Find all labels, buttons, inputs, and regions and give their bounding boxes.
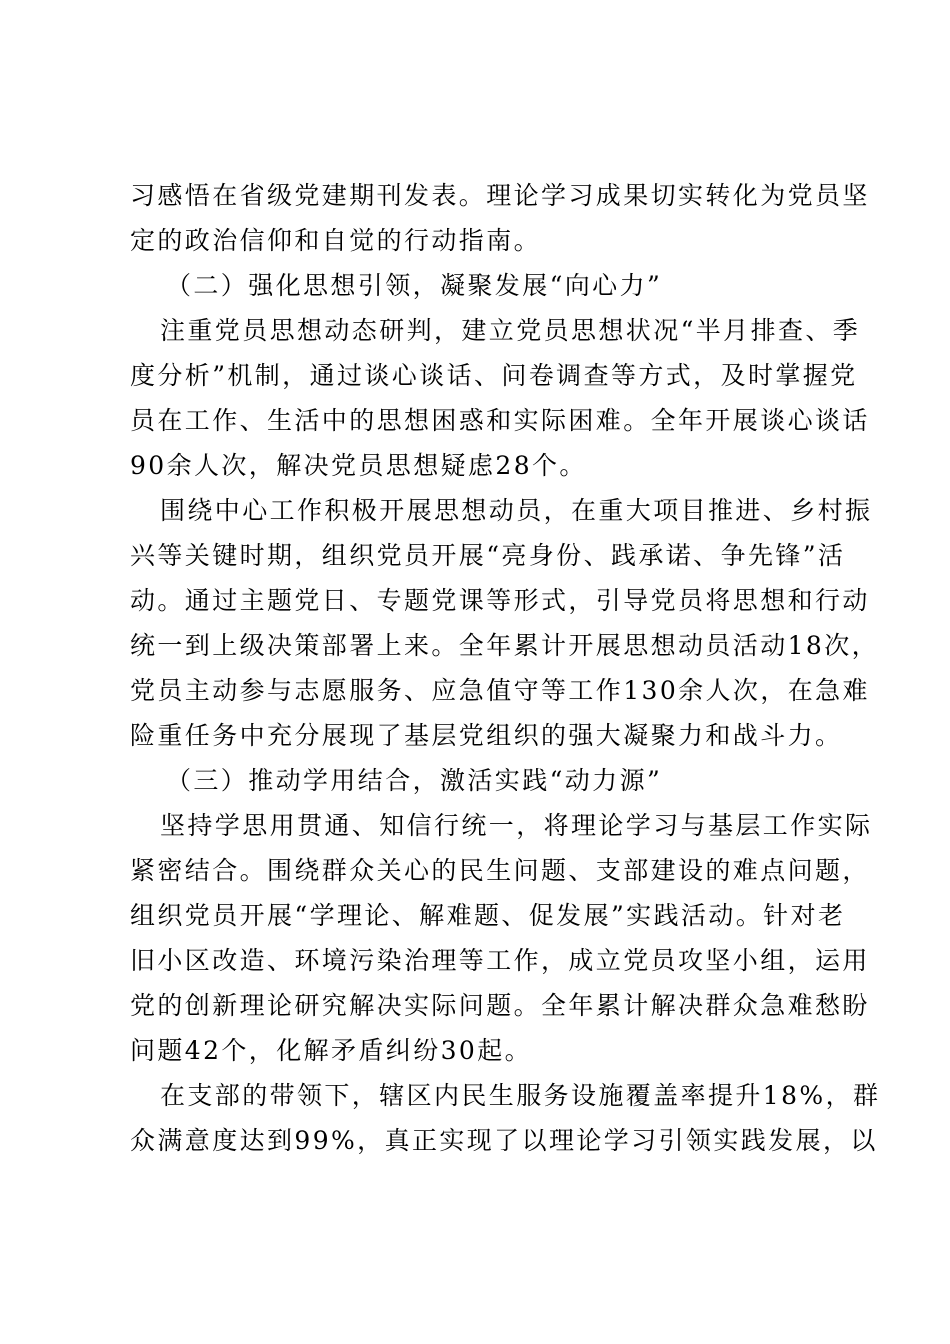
heading-text: （三）推动学用结合，激活实践“动力源”	[166, 766, 663, 795]
heading-text: （二）强化思想引领，凝聚发展“向心力”	[166, 271, 663, 300]
text-line: 围绕中心工作积极开展思想动员，在重大项目推进、乡村振	[160, 496, 873, 525]
text-line: 员在工作、生活中的思想困惑和实际困难。全年开展谈心谈话	[130, 406, 870, 435]
paragraph	[130, 488, 880, 758]
paragraph	[130, 1073, 881, 1163]
text-line: 党员主动参与志愿服务、应急值守等工作130余人次，在急难	[130, 676, 870, 705]
text-line: 习感悟在省级党建期刊发表。理论学习成果切实转化为党员坚	[130, 181, 870, 210]
text-line: 紧密结合。围绕群众关心的民生问题、支部建设的难点问题，	[130, 856, 870, 885]
text-line: 组织党员开展“学理论、解难题、促发展”实践活动。针对老	[130, 901, 846, 930]
text-line: 90余人次，解决党员思想疑虑28个。	[130, 451, 587, 480]
text-line: 统一到上级决策部署上来。全年累计开展思想动员活动18次，	[130, 631, 880, 660]
text-line: 定的政治信仰和自觉的行动指南。	[130, 226, 542, 255]
text-line: 问题42个，化解矛盾纠纷30起。	[130, 1036, 533, 1065]
text-line: 注重党员思想动态研判，建立党员思想状况“半月排查、季	[160, 316, 861, 345]
text-line: 度分析”机制，通过谈心谈话、问卷调查等方式，及时掌握党	[130, 361, 858, 390]
paragraph	[130, 803, 873, 1073]
document-body	[130, 173, 881, 1163]
text-line: 旧小区改造、环境污染治理等工作，成立党员攻坚小组，运用	[130, 946, 870, 975]
section-heading-3	[130, 758, 830, 803]
text-line: 动。通过主题党日、专题党课等形式，引导党员将思想和行动	[130, 586, 870, 615]
paragraph	[130, 308, 870, 488]
text-line: 兴等关键时期，组织党员开展“亮身份、践承诺、争先锋”活	[130, 541, 846, 570]
text-line: 在支部的带领下，辖区内民生服务设施覆盖率提升18%，群	[160, 1081, 881, 1110]
text-line: 众满意度达到99%，真正实现了以理论学习引领实践发展，以	[130, 1126, 878, 1155]
paragraph-continuation	[130, 173, 870, 263]
text-line: 坚持学思用贯通、知信行统一，将理论学习与基层工作实际	[160, 811, 873, 840]
text-line: 险重任务中充分展现了基层党组织的强大凝聚力和战斗力。	[130, 721, 843, 750]
text-line: 党的创新理论研究解决实际问题。全年累计解决群众急难愁盼	[130, 991, 870, 1020]
section-heading-2	[130, 263, 830, 308]
